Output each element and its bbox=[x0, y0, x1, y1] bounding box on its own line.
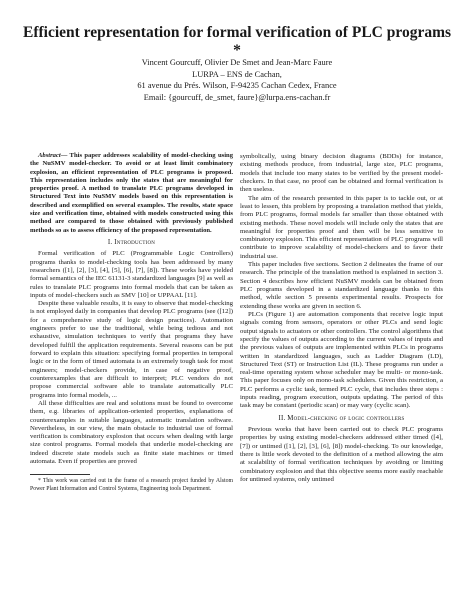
footnote: * This work was carried out in the frame of a research project funded by Alstom Power Plant Information and Control Systems, Engineering tools Department. bbox=[30, 478, 233, 492]
right-paragraph-5: Previous works that have been carried out to check PLC programs properties by using existing model-checkers addressed either timed ([4], [7]) or untimed ([1], [2], [3], [6], [8]) model-checking. To our knowledge, there is little work devoted to the definition of a method allowing the aim at scalability of formal verification techniques by avoiding or limiting combinatory explosion and that this objective seems more easily reachable for untimed systems, only untimed bbox=[240, 425, 443, 483]
address-line: 61 avenue du Prés. Wilson, F-94235 Cachan Cedex, France bbox=[137, 81, 337, 91]
right-paragraph-3: This paper includes five sections. Section 2 delineates the frame of our research. The principle of the translation method is explained in section 3. Section 4 describes how efficient NuSMV models can be obtained from PLC programs developed in a standardized language thanks to this method, while section 5 presents experimental results. Prospects for extending these works are given in section 6. bbox=[240, 261, 443, 310]
email-line: Email: {gourcuff, de_smet, faure}@lurpa.ens-cachan.fr bbox=[143, 92, 331, 102]
paper-title: Efficient representation for formal verification of PLC programs * bbox=[22, 24, 452, 59]
right-paragraph-4: PLCs (Figure 1) are automation components that receive logic input signals coming from sensors, operators or other PLCs and send logic output signals to actuators or other controllers. The control algorithms that specify the values of outputs according to the current values of inputs and the previous values of outputs are implemented within PLCs in programs written in standardized languages, such as Ladder Diagram (LD), Structured Text (ST) or Instruction List (IL). These programs run under a real-time operating system whose scheduler may be multi- or mono-task. This paper focuses only on mono-task schedulers. Given this restriction, a PLC performs a cyclic task, termed PLC cycle, that includes three steps : inputs reading, program execution, outputs updating. The period of this task may be constant (periodic scan) or may vary (cyclic scan). bbox=[240, 310, 443, 410]
abstract bbox=[30, 152, 233, 235]
author-block bbox=[20, 57, 454, 103]
abstract-text: — This paper addresses scalability of model-checking using the NuSMV model-checker. To avoid or at least limit combinatory explosion, an efficient representation of PLC programs is proposed. This representation includes only the states that are meaningful for properties proof. A method to translate PLC programs developed in Structured Text into NuSMV models based on this representation is described and exemplified on several examples. The results, state space size and verification time, obtained with models constructed using this method are compared to those obtained with previously published methods so as to assess efficiency of the proposed representation. bbox=[30, 152, 233, 234]
right-column bbox=[240, 153, 443, 484]
intro-paragraph-1: Formal verification of PLC (Programmable Logic Controllers) programs thanks to model-checking tools has been addressed by many researchers ([1], [2], [3], [4], [5], [6], [7], [8]). These works have yielded formal semantics of the IEC 61131-3 standardized languages [9] as well as rules to translate PLC programs into formal models that can be taken as inputs of model-checkers such as SMV [10] or UPPAAL [11]. bbox=[30, 250, 233, 299]
author-names: Vincent Gourcuff, Olivier De Smet and Jean-Marc Faure bbox=[141, 58, 333, 67]
section-heading-introduction: I. Introduction bbox=[107, 238, 156, 246]
footnote-rule bbox=[30, 474, 90, 475]
affiliation-line: LURPA – ENS de Cachan, bbox=[192, 69, 282, 79]
right-paragraph-1: symbolically, using binary decision diagrams (BDDs) for instance, existing methods produce, from industrial, large size, PLC programs, models that include too many states to be verified by the present model-checkers. In that case, no proof can be obtained and formal verification is then useless. bbox=[240, 153, 443, 194]
intro-paragraph-2: Despite these valuable results, it is easy to observe that model-checking is not employed daily in companies that develop PLC programs (see ([12]) for a comprehensive study of logic design practices). Automation engineers prefer to use the traditional, while being tedious and not exhaustive, simulation techniques to verify that programs they have developed fulfill the application requirements. Several reasons can be put forward to explain this situation: specifying formal properties in temporal logic or in the form of timed automata is an extremely tough task for most engineers; model-checkers provide, in case of negative proof, counterexamples that are difficult to interpret; PLC vendors do not propose commercial software able to translate automatically PLC programs into formal models, ... bbox=[30, 300, 233, 399]
section-heading-model-checking: II. Model-checking of logic controllers bbox=[278, 414, 405, 422]
intro-paragraph-3: All these difficulties are real and solutions must be found to overcome them, e.g. libraries of application-oriented properties, explanations of counterexamples in suitable languages, automatic translation software. Nevertheless, in our view, the main obstacle to industrial use of formal verification is combinatory explosion that occurs when dealing with large size control programs. Formal models that underlie model-checking are indeed discrete state models such as finite state machines or timed automata. Even if properties are proved bbox=[30, 399, 233, 466]
abstract-label: Abstract bbox=[38, 152, 61, 159]
right-paragraph-2: The aim of the research presented in this paper is to tackle out, or at least to lessen, this problem by proposing a translation method that yields, from PLC programs, formal models far smaller than those obtained with existing methods. These novel models will include only the states that are meaningful for properties proof and then will be less sensitive to combinatory explosion. This efficient representation of PLC programs will contribute to improve scalability of model-checkers and to favor their industrial use. bbox=[240, 194, 443, 260]
left-column bbox=[30, 152, 233, 493]
